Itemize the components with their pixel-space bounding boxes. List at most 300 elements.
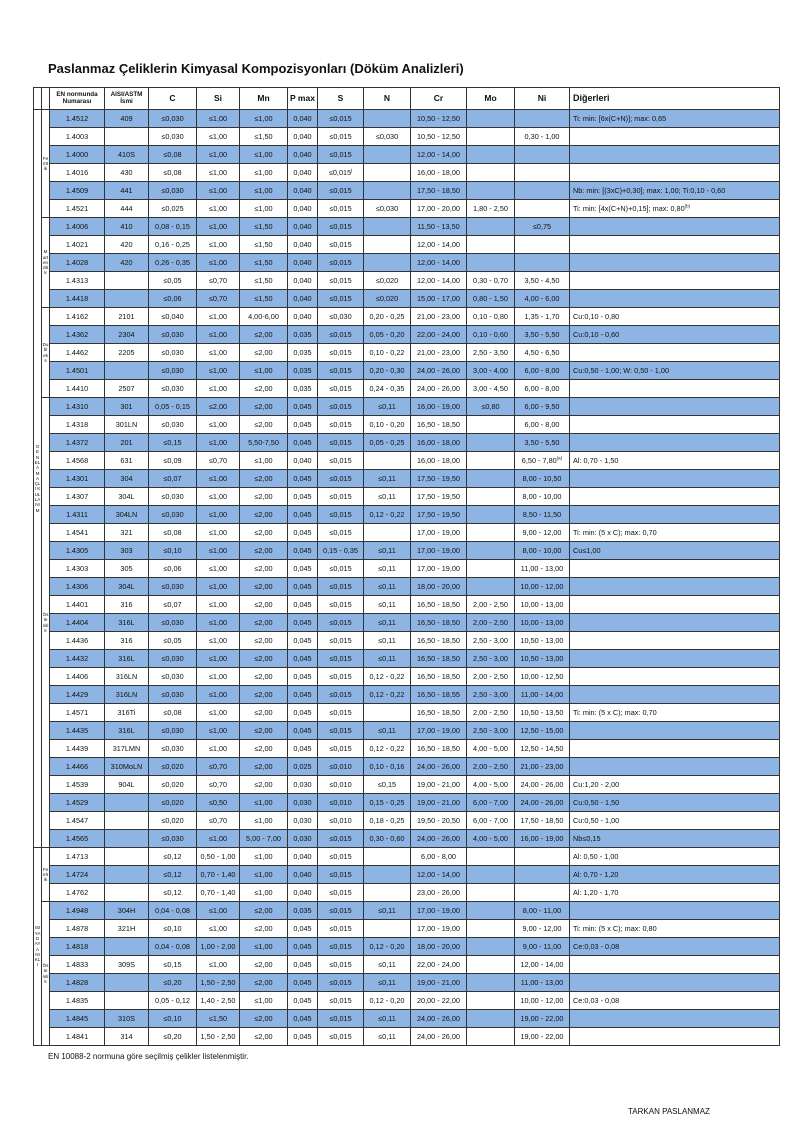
cell-aisi [105, 866, 149, 884]
cell-n-value: 0,15 - 0,25 [369, 797, 405, 807]
cell-mo [467, 560, 515, 578]
cell-cr [411, 434, 467, 452]
cell-en [50, 290, 105, 308]
cell-cr-value: 12,00 - 14,00 [416, 869, 460, 879]
cell-si [197, 812, 240, 830]
cell-aisi-value: 316LN [115, 689, 138, 699]
cell-n-value: ≤0,020 [375, 293, 399, 303]
cell-other [570, 416, 780, 434]
cell-c-value: ≤0,030 [161, 653, 184, 663]
cell-n-value: ≤0,020 [375, 275, 399, 285]
cell-en-value: 1.4512 [65, 113, 89, 123]
cell-aisi-value: 2101 [118, 311, 135, 321]
cell-si-value: 0,70 - 1,40 [200, 869, 236, 879]
cell-c-value: ≤0,06 [163, 293, 182, 303]
cell-mo [467, 812, 515, 830]
cell-s [318, 344, 364, 362]
cell-cr-value: 19,00 - 21,00 [416, 977, 460, 987]
cell-aisi [105, 1010, 149, 1028]
cell-cr-value: 10,50 - 12,50 [416, 131, 460, 141]
cell-c [149, 1028, 197, 1046]
cell-s-value: ≤0,015 [329, 959, 352, 969]
cell-p [288, 974, 318, 992]
cell-other [570, 614, 780, 632]
cell-n-value: 0,18 - 0,25 [369, 815, 405, 825]
cell-s [318, 740, 364, 758]
cell-p [288, 344, 318, 362]
cell-si [197, 236, 240, 254]
cell-p-value: 0,040 [293, 869, 312, 879]
cell-other-value: Cu:0,10 - 0,60 [573, 329, 620, 339]
cell-ni [515, 686, 570, 704]
cell-si [197, 128, 240, 146]
cell-en [50, 326, 105, 344]
cell-mo [467, 452, 515, 470]
cell-mo [467, 524, 515, 542]
cell-mn [240, 488, 288, 506]
cell-en [50, 866, 105, 884]
cell-mo-value: ≤0,80 [481, 401, 500, 411]
subgroup-label [42, 110, 50, 218]
cell-cr-value: 6,00 - 8,00 [421, 851, 456, 861]
cell-ni [515, 524, 570, 542]
cell-s [318, 614, 364, 632]
cell-aisi-value: 310S [117, 1013, 136, 1023]
table-row [34, 290, 780, 308]
cell-ni [515, 254, 570, 272]
cell-p [288, 1010, 318, 1028]
table-row [34, 794, 780, 812]
cell-s [318, 326, 364, 344]
cell-cr-value: 24,00 - 26,00 [416, 1013, 460, 1023]
table-row [34, 956, 780, 974]
cell-ni-value: 10,00 - 12,00 [520, 581, 564, 591]
cell-mn [240, 758, 288, 776]
cell-si [197, 362, 240, 380]
cell-mo [467, 830, 515, 848]
cell-p-value: 0,045 [293, 671, 312, 681]
cell-ni-value: 6,00 - 8,00 [524, 419, 560, 429]
table-row [34, 596, 780, 614]
cell-s [318, 776, 364, 794]
cell-other-value: Cu:0,50 - 1,00; W: 0,50 - 1,00 [573, 365, 669, 375]
cell-si [197, 398, 240, 416]
cell-si-value: ≤1,00 [208, 905, 228, 915]
cell-p [288, 902, 318, 920]
cell-si [197, 344, 240, 362]
cell-s [318, 254, 364, 272]
table-row [34, 848, 780, 866]
cell-mo [467, 236, 515, 254]
cell-ni-value: 6,50 - 7,80 [521, 455, 557, 465]
cell-aisi [105, 398, 149, 416]
cell-ni-value: 8,50 - 11,50 [522, 509, 562, 519]
company-footer: TARKAN PASLANMAZ [628, 1107, 710, 1116]
cell-en-value: 1.4436 [65, 635, 89, 645]
cell-si-value: ≤1,00 [208, 221, 228, 231]
cell-aisi [105, 632, 149, 650]
table-row [34, 236, 780, 254]
cell-other-value: Ce:0,03 - 0,08 [573, 941, 620, 951]
cell-cr-value: 22,00 - 24,00 [416, 329, 460, 339]
cell-other [570, 650, 780, 668]
cell-s [318, 848, 364, 866]
cell-ni [515, 614, 570, 632]
cell-aisi [105, 650, 149, 668]
cell-s [318, 902, 364, 920]
cell-si-value: 1,50 - 2,50 [200, 977, 236, 987]
cell-cr [411, 326, 467, 344]
cell-mn-value: ≤2,00 [254, 617, 273, 627]
cell-mo [467, 596, 515, 614]
cell-n-value: 0,20 - 0,30 [369, 365, 405, 375]
cell-si [197, 470, 240, 488]
cell-en [50, 902, 105, 920]
cell-mo-value: 6,00 - 7,00 [473, 797, 508, 807]
cell-c [149, 812, 197, 830]
cell-other-value: Cu:1,20 - 2,00 [573, 779, 620, 789]
cell-p [288, 128, 318, 146]
cell-en-value: 1.4841 [65, 1031, 89, 1041]
cell-en-value: 1.4303 [65, 563, 89, 573]
cell-ni [515, 560, 570, 578]
cell-ni [515, 848, 570, 866]
cell-cr-value: 16,50 - 18,55 [416, 689, 460, 699]
table-row [34, 344, 780, 362]
cell-cr [411, 722, 467, 740]
cell-c [149, 146, 197, 164]
cell-mn [240, 794, 288, 812]
cell-en [50, 578, 105, 596]
cell-cr [411, 182, 467, 200]
cell-aisi [105, 614, 149, 632]
cell-p [288, 830, 318, 848]
cell-aisi-value: 305 [120, 563, 133, 573]
page-title: Paslanmaz Çeliklerin Kimyasal Kompozisyonları (Döküm Analizleri) [48, 61, 464, 76]
cell-s-value: ≤0,015 [329, 275, 352, 285]
cell-ni [515, 326, 570, 344]
cell-aisi [105, 740, 149, 758]
cell-s-value: 0,15 - 0,35 [323, 545, 358, 555]
cell-aisi-value: 316Ti [117, 707, 136, 717]
cell-aisi [105, 884, 149, 902]
cell-ni-value: 3,50 - 5,50 [524, 329, 560, 339]
cell-en [50, 524, 105, 542]
cell-mo [467, 146, 515, 164]
cell-cr [411, 560, 467, 578]
cell-aisi [105, 290, 149, 308]
cell-mo-value: 4,00 - 5,00 [473, 779, 508, 789]
subgroup-header-blank [42, 88, 50, 110]
table-row [34, 128, 780, 146]
cell-c [149, 830, 197, 848]
cell-c [149, 632, 197, 650]
cell-ni [515, 596, 570, 614]
cell-c [149, 398, 197, 416]
cell-p [288, 524, 318, 542]
cell-aisi [105, 560, 149, 578]
cell-mo-value: 4,00 - 5,00 [473, 743, 508, 753]
cell-n-value: ≤0,11 [378, 977, 396, 987]
cell-aisi [105, 128, 149, 146]
cell-mo [467, 308, 515, 326]
cell-ni [515, 146, 570, 164]
cell-mn-value: ≤1,50 [254, 131, 273, 141]
cell-aisi [105, 506, 149, 524]
cell-en [50, 146, 105, 164]
cell-ni [515, 650, 570, 668]
cell-p-value: 0,040 [293, 851, 312, 861]
cell-aisi-value: 316L [118, 653, 135, 663]
cell-en-value: 1.4432 [65, 653, 89, 663]
cell-mn [240, 110, 288, 128]
cell-p [288, 758, 318, 776]
cell-en-value: 1.4301 [65, 473, 89, 483]
cell-s-value: ≤0,015 [329, 941, 352, 951]
cell-aisi-value: 410S [117, 149, 136, 159]
cell-mo [467, 434, 515, 452]
cell-mn [240, 272, 288, 290]
cell-p [288, 416, 318, 434]
cell-p [288, 956, 318, 974]
cell-si [197, 542, 240, 560]
cell-cr [411, 776, 467, 794]
cell-en [50, 632, 105, 650]
cell-s [318, 812, 364, 830]
cell-aisi [105, 236, 149, 254]
cell-c [149, 686, 197, 704]
cell-c-value: ≤0,15 [163, 959, 182, 969]
cell-p-value: 0,040 [293, 257, 312, 267]
cell-c-value: ≤0,20 [163, 1031, 182, 1041]
cell-aisi-value: 2304 [118, 329, 135, 339]
cell-ni [515, 920, 570, 938]
cell-aisi [105, 812, 149, 830]
cell-en-value: 1.4003 [65, 131, 89, 141]
cell-si [197, 434, 240, 452]
cell-en [50, 398, 105, 416]
cell-cr [411, 794, 467, 812]
cell-ni-value: 4,00 - 6,00 [524, 293, 560, 303]
cell-n-value: ≤0,11 [378, 1031, 396, 1041]
cell-s [318, 1028, 364, 1046]
cell-si-value: ≤1,00 [208, 959, 228, 969]
cell-c [149, 1010, 197, 1028]
cell-mo [467, 1028, 515, 1046]
cell-p-value: 0,040 [293, 239, 312, 249]
footnote-marker: (b) [684, 203, 691, 209]
cell-ni [515, 164, 570, 182]
cell-mo [467, 110, 515, 128]
cell-p-value: 0,045 [293, 527, 312, 537]
cell-aisi-value: 303 [120, 545, 133, 555]
cell-n-value: 0,12 - 0,22 [369, 743, 405, 753]
cell-aisi-value: 420 [120, 239, 133, 249]
cell-cr [411, 542, 467, 560]
cell-cr-value: 12,00 - 14,00 [416, 257, 460, 267]
cell-n-value: ≤0,11 [378, 599, 396, 609]
cell-p-value: 0,045 [293, 977, 312, 987]
cell-s [318, 524, 364, 542]
cell-si [197, 974, 240, 992]
cell-n [364, 380, 411, 398]
cell-s-value: ≤0,015 [329, 923, 352, 933]
cell-s [318, 1010, 364, 1028]
cell-mo [467, 488, 515, 506]
cell-n-value: 0,12 - 0,22 [369, 689, 405, 699]
cell-aisi-value: 316LN [115, 671, 138, 681]
table-row [34, 470, 780, 488]
cell-cr-value: 20,00 - 22,00 [416, 995, 460, 1005]
cell-s [318, 704, 364, 722]
cell-mo [467, 938, 515, 956]
cell-p-value: 0,045 [293, 401, 312, 411]
cell-cr-value: 19,00 - 21,00 [416, 797, 460, 807]
cell-mo [467, 722, 515, 740]
cell-p [288, 362, 318, 380]
cell-si-value: ≤1,00 [208, 671, 228, 681]
cell-p-value: 0,040 [293, 149, 312, 159]
cell-s-value: ≤0,015 [329, 527, 352, 537]
header-aisi: AISI/ASTM İsmi [105, 88, 149, 110]
cell-p-value: 0,045 [293, 1013, 312, 1023]
cell-si-value: ≤1,00 [208, 725, 228, 735]
cell-c-value: ≤0,10 [163, 545, 182, 555]
cell-mo-value: 2,00 - 2,50 [473, 617, 508, 627]
cell-cr [411, 398, 467, 416]
cell-other [570, 146, 780, 164]
cell-c-value: ≤0,030 [161, 113, 184, 123]
cell-ni [515, 704, 570, 722]
cell-s [318, 380, 364, 398]
cell-en-value: 1.4318 [65, 419, 89, 429]
cell-si-value: ≤1,00 [208, 527, 228, 537]
cell-aisi-value: 304 [120, 473, 133, 483]
cell-aisi-value: 444 [120, 203, 133, 213]
cell-p-value: 0,035 [293, 365, 312, 375]
cell-s [318, 920, 364, 938]
cell-mn-value: ≤2,00 [254, 653, 273, 663]
cell-p-value: 0,045 [293, 725, 312, 735]
cell-s [318, 758, 364, 776]
cell-mn [240, 668, 288, 686]
cell-ni-value: 10,00 - 12,50 [520, 671, 564, 681]
cell-c-value: ≤0,10 [163, 1013, 182, 1023]
cell-si-value: ≤1,00 [208, 545, 228, 555]
cell-c [149, 308, 197, 326]
cell-other [570, 290, 780, 308]
cell-n-value: 0,12 - 0,22 [369, 509, 405, 519]
cell-en [50, 506, 105, 524]
cell-cr [411, 218, 467, 236]
cell-cr [411, 146, 467, 164]
cell-p-value: 0,040 [293, 275, 312, 285]
cell-mn [240, 308, 288, 326]
cell-mo [467, 380, 515, 398]
cell-n [364, 614, 411, 632]
cell-p-value: 0,035 [293, 905, 312, 915]
table-row [34, 704, 780, 722]
cell-cr [411, 614, 467, 632]
cell-mn-value: ≤1,00 [254, 869, 273, 879]
cell-ni [515, 200, 570, 218]
cell-ni [515, 128, 570, 146]
cell-aisi-value: 316 [120, 599, 133, 609]
cell-mo [467, 1010, 515, 1028]
cell-en [50, 704, 105, 722]
cell-aisi-value: 310MoLN [110, 761, 143, 771]
cell-si [197, 182, 240, 200]
cell-cr [411, 578, 467, 596]
cell-mo [467, 218, 515, 236]
cell-aisi-value: 420 [120, 257, 133, 267]
cell-s [318, 686, 364, 704]
cell-en [50, 758, 105, 776]
cell-en-value: 1.4313 [65, 275, 89, 285]
cell-en-value: 1.4028 [65, 257, 89, 267]
cell-en-value: 1.4305 [65, 545, 89, 555]
cell-en-value: 1.4878 [65, 923, 89, 933]
cell-cr [411, 596, 467, 614]
cell-en [50, 830, 105, 848]
cell-si [197, 686, 240, 704]
cell-s-value: ≤0,015 [329, 977, 352, 987]
cell-mo [467, 578, 515, 596]
cell-ni [515, 830, 570, 848]
cell-mo-value: 2,50 - 3,00 [473, 725, 508, 735]
cell-en-value: 1.4845 [65, 1013, 89, 1023]
cell-en-value: 1.4833 [65, 959, 89, 969]
cell-ni [515, 182, 570, 200]
cell-s-value: ≤0,015 [329, 239, 352, 249]
cell-p-value: 0,040 [293, 113, 312, 123]
cell-si [197, 758, 240, 776]
cell-s-value: ≤0,015 [329, 455, 352, 465]
table-row [34, 308, 780, 326]
cell-n [364, 110, 411, 128]
cell-n-value: ≤0,15 [377, 779, 397, 789]
cell-other [570, 362, 780, 380]
cell-s-value: ≤0,015 [329, 149, 352, 159]
cell-cr [411, 920, 467, 938]
cell-en [50, 596, 105, 614]
cell-s-value: ≤0,015 [329, 401, 352, 411]
cell-n-value: 0,10 - 0,22 [369, 347, 405, 357]
cell-en [50, 992, 105, 1010]
cell-en-value: 1.4429 [65, 689, 89, 699]
cell-mo-value: 6,00 - 7,00 [473, 815, 508, 825]
cell-c-value: 0,05 - 0,15 [155, 401, 190, 411]
cell-s [318, 992, 364, 1010]
cell-en-value: 1.4565 [65, 833, 89, 843]
cell-c-value: ≤0,15 [163, 437, 182, 447]
group-header-blank [34, 88, 42, 110]
cell-c [149, 902, 197, 920]
cell-si-value: ≤1,00 [208, 257, 228, 267]
cell-n [364, 506, 411, 524]
cell-mn-value: 5,00 - 7,00 [246, 833, 281, 843]
cell-aisi-value: 430 [120, 167, 133, 177]
cell-s [318, 164, 364, 182]
cell-en [50, 542, 105, 560]
cell-other [570, 956, 780, 974]
cell-other [570, 506, 780, 524]
cell-mn [240, 200, 288, 218]
cell-s-value: ≤0,015 [329, 203, 352, 213]
cell-s [318, 488, 364, 506]
cell-c-value: ≤0,030 [161, 491, 184, 501]
cell-n [364, 362, 411, 380]
